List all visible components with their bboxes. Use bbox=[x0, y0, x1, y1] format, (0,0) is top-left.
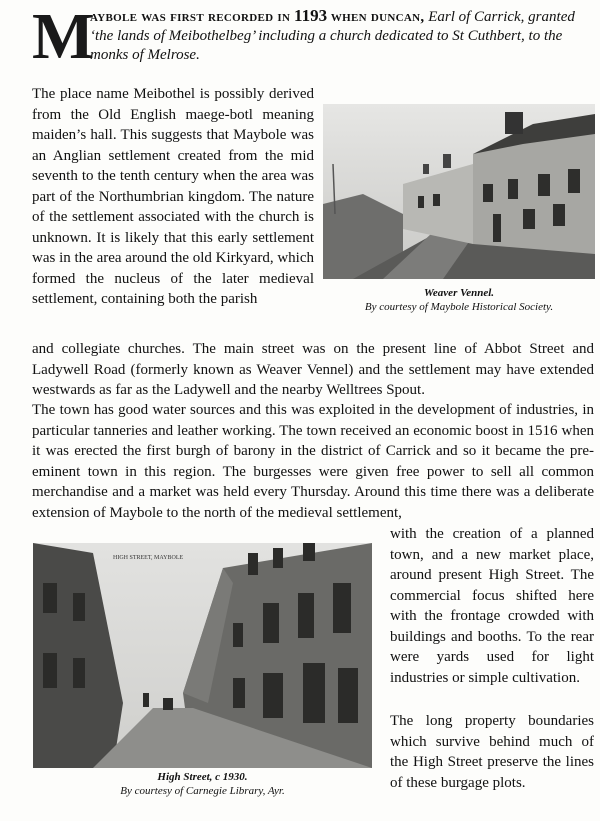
drop-cap: M bbox=[32, 0, 95, 73]
paragraph-place-name: The place name Meibothel is possibly derived from the Old English maege-botl meaning maiden’s hall. This suggests that Maybole was an Anglian settlement created from the mid seventh to the tenth century when the area was part of the Northumbrian kingdom. The nature of the settlement associated with the church is unknown. It is likely that this early settlement was in the area around the old Kirkyard, which formed the nucleus of the later medieval settlement, containing both the parish bbox=[32, 86, 314, 307]
intro-text bbox=[90, 6, 594, 65]
intro-smallcaps-2: when duncan, bbox=[330, 9, 425, 25]
high-street-photo-sign: HIGH STREET, MAYBOLE bbox=[113, 555, 184, 561]
paragraph-water-sources: The town has good water sources and this was exploited in the development of industries, in particular tanneries and leather working. The town received an economic boost in 1516 when it was erected the first burgh of barony in the district of Carrick and so it became the pre-eminent town in this region. The burgesses were given free power to sell all common merchandise and a market was held every Thursday. Around this time there was a deliberate extension of Maybole to the north of the medieval settlement, bbox=[32, 402, 594, 521]
high-street-caption bbox=[33, 770, 372, 798]
intro-italic: Earl of Carrick, granted ‘the lands of Meibothelbeg’ including a church dedicated to St Cuthbert, to the monks of Melrose. bbox=[90, 9, 575, 63]
paragraph-churches: and collegiate churches. The main street was on the present line of Abbot Street and Ladywell Road (formerly known as Weaver Vennel) and the settlement may have extended westwards as far as the Ladywell and the nearby Welltrees Spout. bbox=[32, 341, 594, 398]
high-street-title: High Street, c 1930. bbox=[157, 771, 248, 783]
weaver-vennel-credit: By courtesy of Maybole Historical Society. bbox=[364, 301, 554, 313]
intro-smallcaps-1: aybole was first recorded in bbox=[90, 9, 291, 25]
high-street-credit: By courtesy of Carnegie Library, Ayr. bbox=[120, 785, 285, 797]
intro-paragraph bbox=[32, 0, 594, 73]
paragraph-planned-town: with the creation of a planned town, and a new market place, around present High Street. The commercial focus shifted here with the frontage crowded with buildings and booths. To the rear were yards used for light industries or simple cultivation. bbox=[390, 526, 594, 686]
high-street-photo bbox=[33, 543, 372, 768]
weaver-vennel-photo bbox=[323, 104, 595, 279]
intro-year: 1193 bbox=[294, 6, 328, 25]
weaver-vennel-caption bbox=[323, 286, 595, 314]
paragraph-burgage-plots: The long property boundaries which survive behind much of the High Street preserve the lines of these burgage plots. bbox=[390, 713, 594, 791]
weaver-vennel-title: Weaver Vennel. bbox=[423, 287, 495, 299]
